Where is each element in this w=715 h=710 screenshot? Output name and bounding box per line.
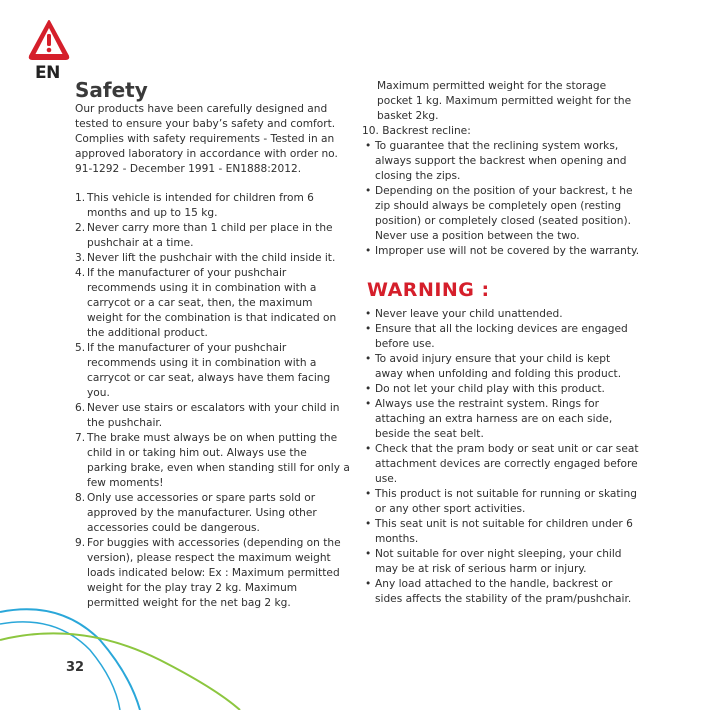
left-column [75, 78, 350, 611]
warning-title: WARNING : [367, 279, 490, 301]
list-item: • This seat unit is not suitable for children under 6 months. [365, 518, 633, 545]
warning-triangle-icon [27, 18, 71, 62]
item9-continuation: Maximum permitted weight for the storage pocket 1 kg. Maximum permitted weight for the basket 2kg. [377, 80, 632, 122]
list-item: 5. If the manufacturer of your pushchair recommends using it in combination with a carrycot or car seat, always have them facing you. [75, 342, 331, 399]
list-item: • Do not let your child play with this product. [365, 383, 605, 395]
right-column [362, 78, 640, 607]
backrest-bullets [365, 139, 640, 259]
list-item: 4. If the manufacturer of your pushchair recommends using it in combination with a carrycot or a car seat, then, the maximum weight for the combination is that indicated on the additional product. [75, 267, 337, 339]
list-item: • Depending on the position of your backrest, t he zip should always be completely open (resting position) or completely closed (seated position). Never use a position between the two. [365, 185, 633, 242]
list-item: 8. Only use accessories or spare parts sold or approved by the manufacturer. Using other accessories could be dangerous. [75, 492, 317, 534]
list-item: 7. The brake must always be on when putting the child in or taking him out. Always use the parking brake, even when standing still for only a few moments! [75, 432, 350, 489]
list-item: • Not suitable for over night sleeping, your child may be at risk of serious harm or injury. [365, 548, 622, 575]
safety-title: Safety [75, 78, 148, 102]
list-item: 9. For buggies with accessories (depending on the version), please respect the maximum weight loads indicated below: Ex : Maximum permitted weight for the play tray 2 kg. Maximum permitted weight for the net bag 2 kg. [75, 537, 341, 609]
page-number: 32 [66, 660, 85, 675]
language-label: EN [35, 63, 60, 83]
safety-intro: Our products have been carefully designed and tested to ensure your baby’s safety and comfort. Complies with safety requirements - Tested in an approved laboratory in accordance with order no. 91-1292 - December 1991 - EN1888:2012. [75, 103, 338, 175]
list-item: • Improper use will not be covered by the warranty. [365, 245, 640, 257]
list-item: 2. Never carry more than 1 child per place in the pushchair at a time. [75, 222, 333, 249]
list-item: • Check that the pram body or seat unit or car seat attachment devices are correctly engaged before use. [365, 443, 639, 485]
list-item: • To guarantee that the reclining system works, always support the backrest when opening and closing the zips. [365, 140, 627, 182]
decorative-curves [0, 600, 260, 710]
list-item: 6. Never use stairs or escalators with your child in the pushchair. [75, 402, 340, 429]
item10-heading: 10. Backrest recline: [362, 125, 471, 137]
list-item: 3. Never lift the pushchair with the child inside it. [75, 252, 336, 264]
list-item: • Always use the restraint system. Rings for attaching an extra harness are on each side, beside the seat belt. [365, 398, 613, 440]
warning-list [365, 307, 640, 607]
list-item: • To avoid injury ensure that your child is kept away when unfolding and folding this product. [365, 353, 622, 380]
list-item: • Ensure that all the locking devices are engaged before use. [365, 323, 628, 350]
list-item: • Never leave your child unattended. [365, 308, 563, 320]
list-item: • This product is not suitable for running or skating or any other sport activities. [365, 488, 637, 515]
list-item: 1. This vehicle is intended for children from 6 months and up to 15 kg. [75, 192, 314, 219]
safety-list [75, 191, 350, 611]
list-item: • Any load attached to the handle, backrest or sides affects the stability of the pram/pushchair. [365, 578, 632, 605]
